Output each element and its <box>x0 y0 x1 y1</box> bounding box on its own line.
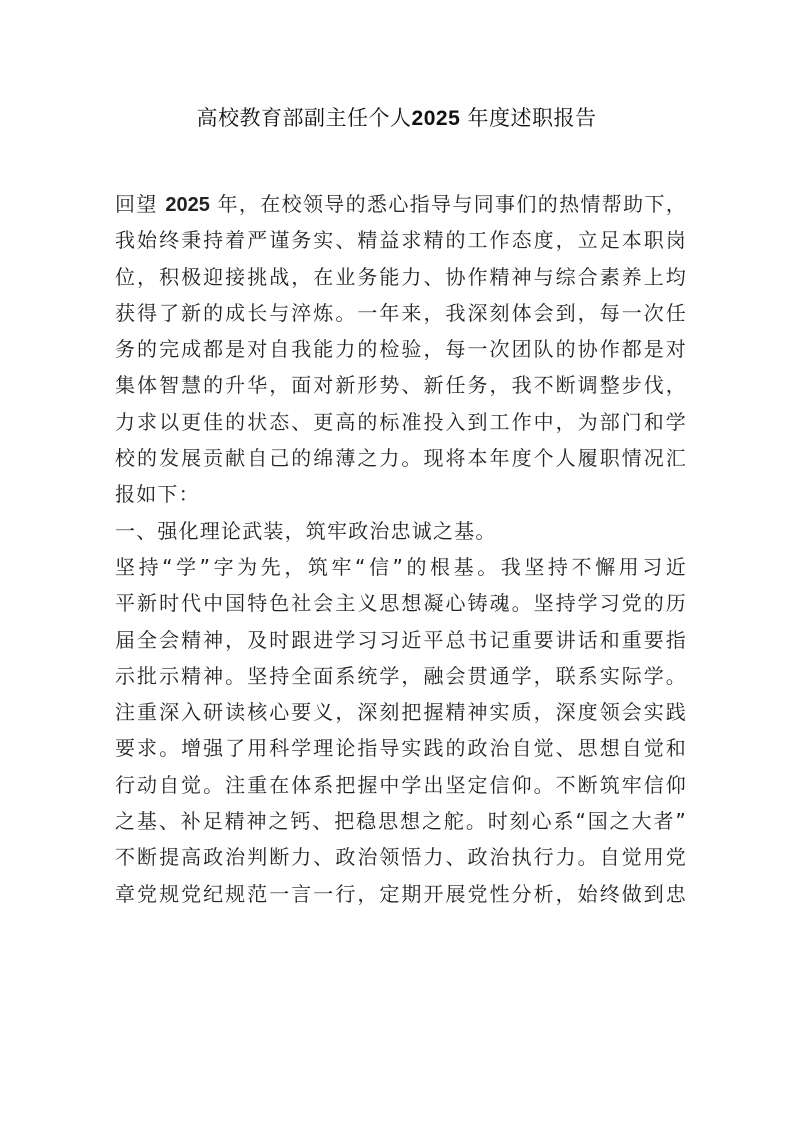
paragraph-line: 要求。增强了用科学理论指导实践的政治自觉、思想自觉和 <box>115 736 687 761</box>
paragraph-line: 回望 2025 年，在校领导的悉心指导与同事们的热情帮助下， <box>115 192 687 216</box>
paragraph-line: 章党规党纪规范一言一行，定期开展党性分析，始终做到忠 <box>115 881 687 906</box>
paragraph-line: 注重深入研读核心要义，深刻把握精神实质，深度领会实践 <box>115 700 687 725</box>
paragraph-line: 务的完成都是对自我能力的检验，每一次团队的协作都是对 <box>115 337 687 362</box>
title-year: 2025 <box>411 107 461 130</box>
paragraph-line: 届全会精神，及时跟进学习习近平总书记重要讲话和重要指 <box>115 627 687 652</box>
paragraph-line: 力求以更佳的状态、更高的标准投入到工作中，为部门和学 <box>115 409 687 434</box>
section-heading: 一、强化理论武装，筑牢政治忠诚之基。 <box>115 518 497 543</box>
paragraph-line: 位，积极迎接挑战，在业务能力、协作精神与综合素养上均 <box>115 264 687 289</box>
title-suffix: 年度述职报告 <box>467 106 597 130</box>
paragraph-line: 坚持“学”字为先，筑牢“信”的根基。我坚持不懈用习近 <box>115 554 687 579</box>
paragraph-line: 集体智慧的升华，面对新形势、新任务，我不断调整步伐， <box>115 373 687 398</box>
paragraph-line: 报如下： <box>115 482 200 507</box>
paragraph-line: 获得了新的成长与淬炼。一年来，我深刻体会到，每一次任 <box>115 300 687 325</box>
paragraph-line: 平新时代中国特色社会主义思想凝心铸魂。坚持学习党的历 <box>115 591 687 616</box>
paragraph-line: 校的发展贡献自己的绵薄之力。现将本年度个人履职情况汇 <box>115 446 687 471</box>
document-body <box>115 186 687 912</box>
paragraph-line: 行动自觉。注重在体系把握中学出坚定信仰。不断筑牢信仰 <box>115 772 687 797</box>
title-prefix: 高校教育部副主任个人 <box>196 106 412 130</box>
paragraph-line: 我始终秉持着严谨务实、精益求精的工作态度，立足本职岗 <box>115 228 687 253</box>
document-title <box>0 102 793 132</box>
paragraph-line: 示批示精神。坚持全面系统学，融会贯通学，联系实际学。 <box>115 663 687 688</box>
paragraph-line: 不断提高政治判断力、政治领悟力、政治执行力。自觉用党 <box>115 845 687 870</box>
paragraph-line: 之基、补足精神之钙、把稳思想之舵。时刻心系“国之大者” <box>115 809 687 834</box>
